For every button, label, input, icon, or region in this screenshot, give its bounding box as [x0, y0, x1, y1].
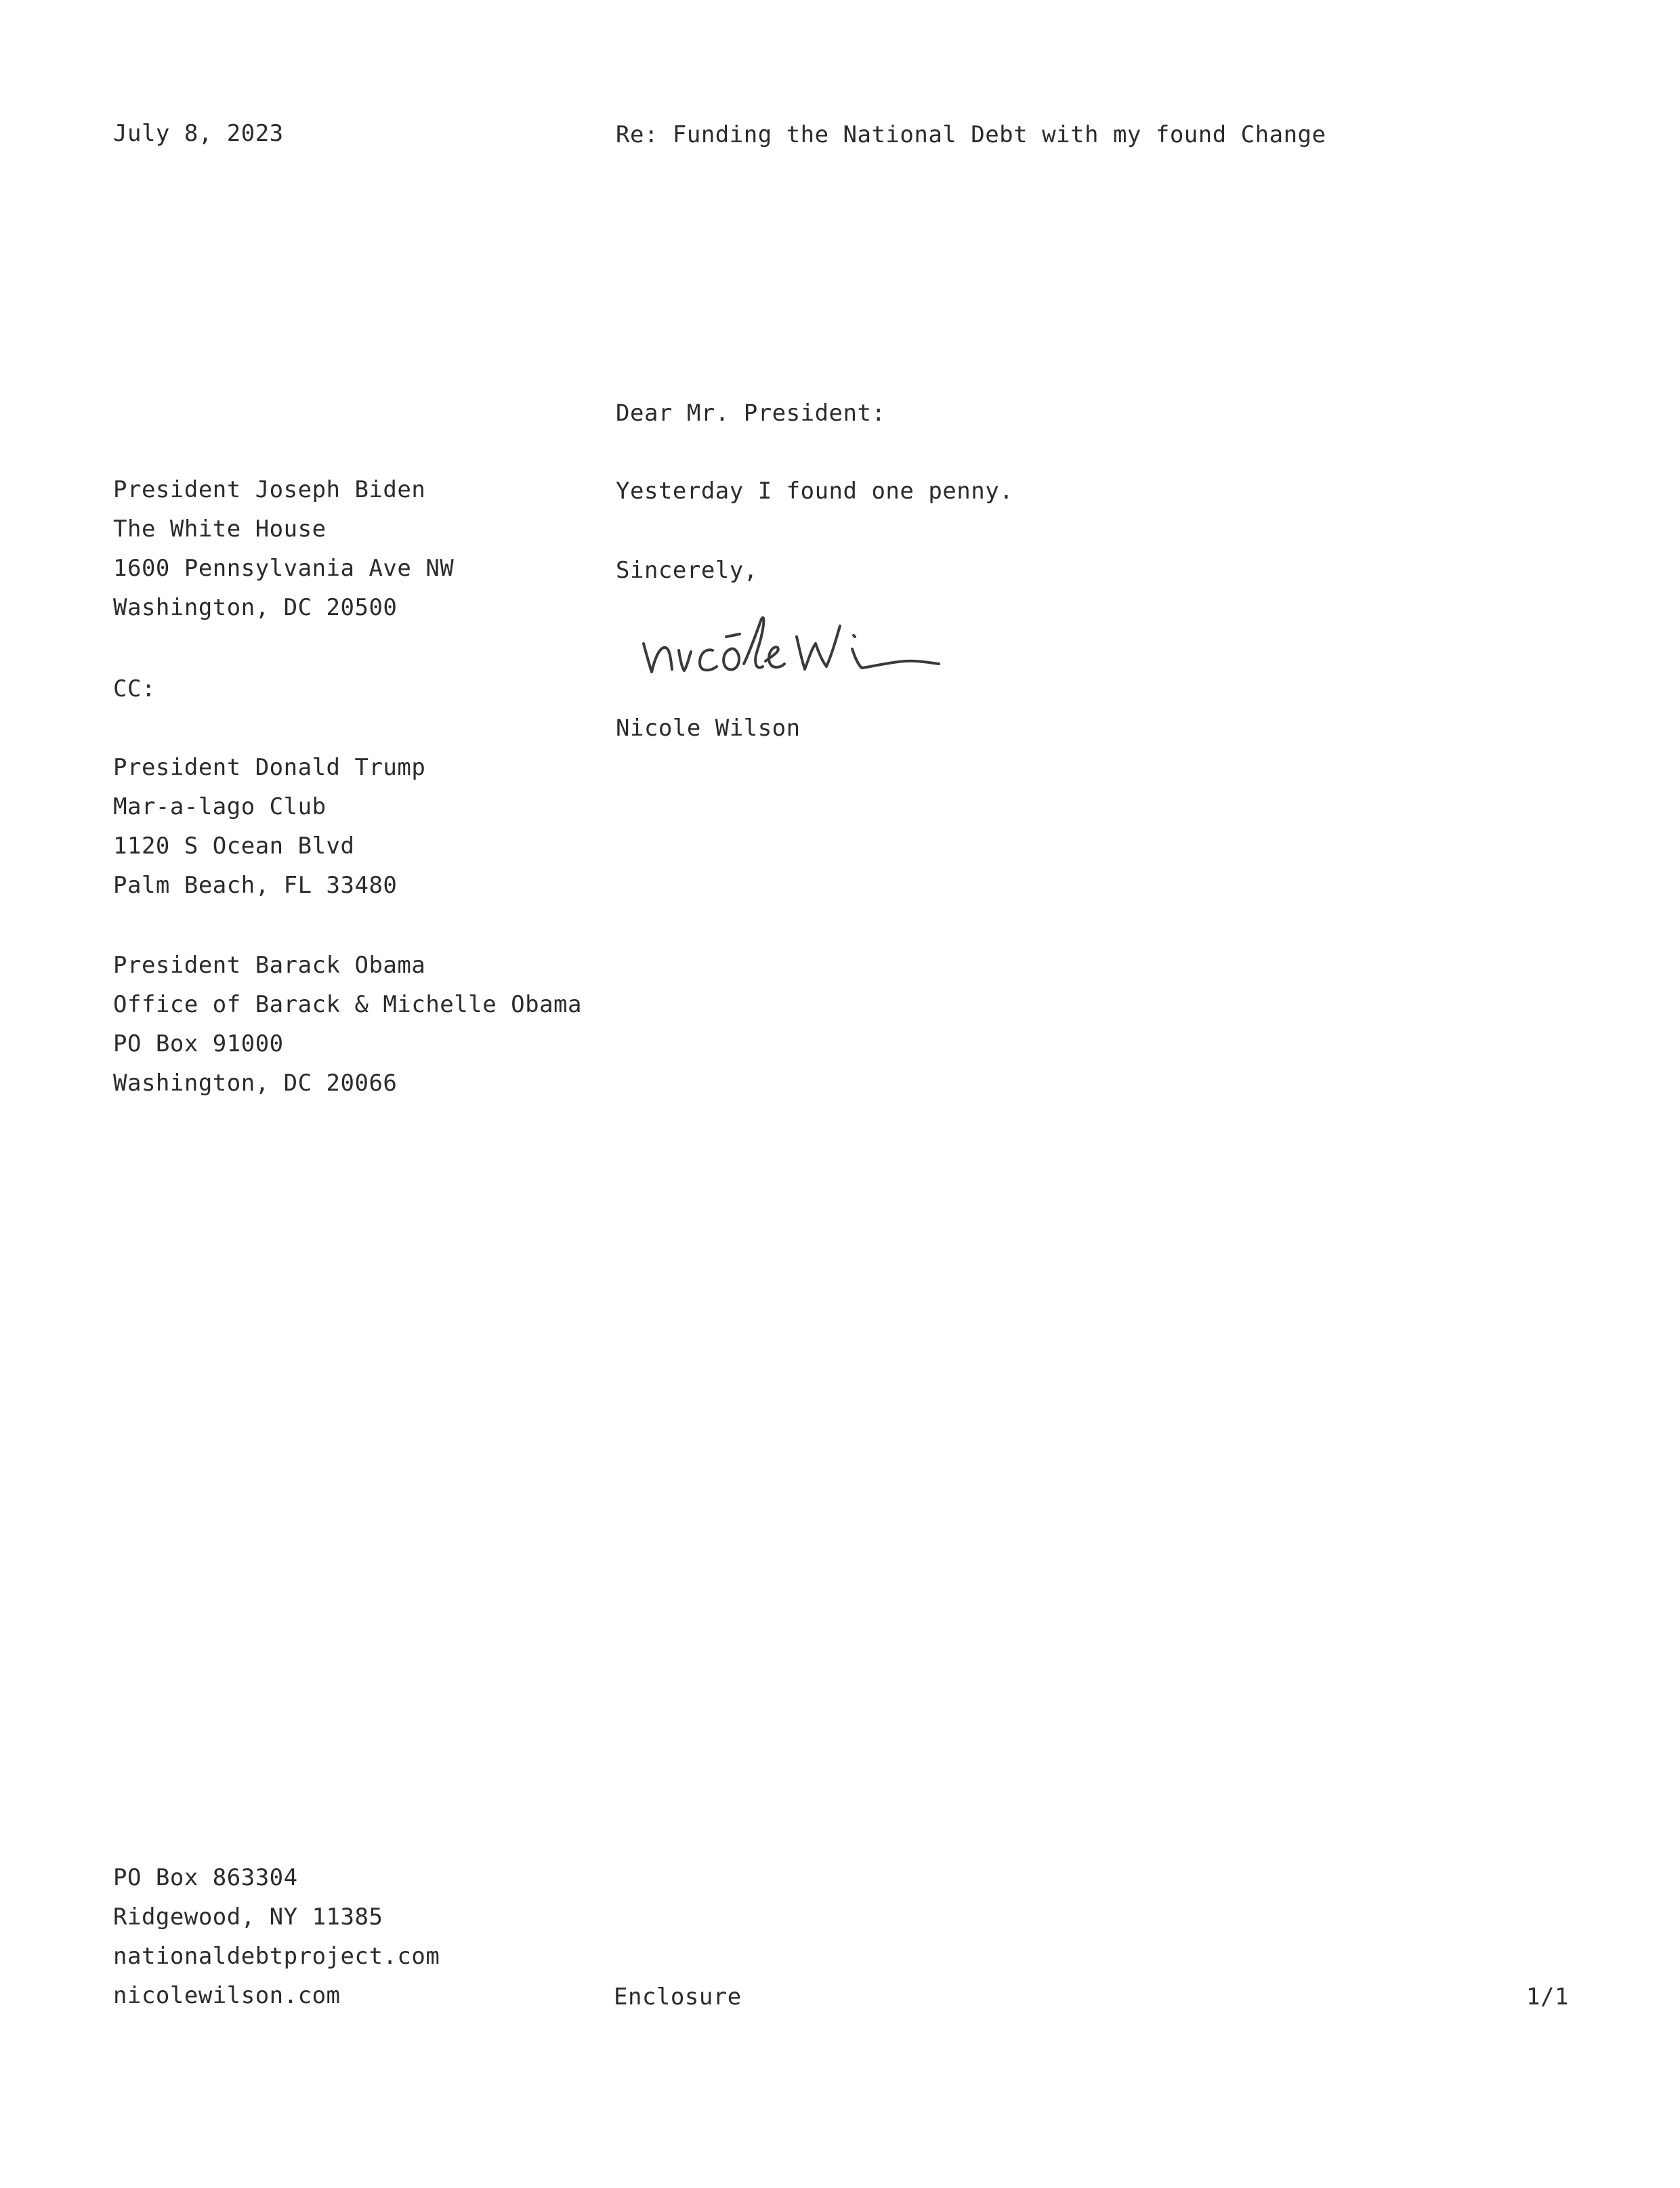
letter-date: July 8, 2023 — [113, 120, 284, 147]
cc-recipient-address — [113, 946, 582, 1103]
recipient-line: 1600 Pennsylvania Ave NW — [113, 555, 455, 582]
cc-recipient-line: Palm Beach, FL 33480 — [113, 872, 398, 899]
sender-line: Ridgewood, NY 11385 — [113, 1903, 383, 1931]
cc-recipient-line: President Donald Trump — [113, 754, 426, 781]
sender-line: nicolewilson.com — [113, 1982, 341, 2009]
letter-body: Yesterday I found one penny. — [616, 478, 1014, 505]
cc-recipient-line: PO Box 91000 — [113, 1030, 284, 1057]
letter-closing: Sincerely, — [616, 557, 758, 584]
sender-line: PO Box 863304 — [113, 1864, 298, 1891]
sender-address — [113, 1858, 440, 2015]
recipient-line: Washington, DC 20500 — [113, 594, 398, 621]
cc-recipient-line: President Barack Obama — [113, 952, 426, 979]
sender-line: nationaldebtproject.com — [113, 1943, 440, 1970]
cc-recipient-address — [113, 748, 425, 905]
cc-label: CC: — [113, 675, 156, 702]
enclosure-note: Enclosure — [614, 1983, 742, 2011]
handwritten-signature — [637, 596, 948, 698]
signer-name: Nicole Wilson — [616, 715, 801, 742]
letter-subject: Re: Funding the National Debt with my found Change — [616, 121, 1326, 148]
cc-recipient-line: 1120 S Ocean Blvd — [113, 833, 355, 860]
letter-salutation: Dear Mr. President: — [616, 400, 886, 427]
recipient-address — [113, 470, 454, 627]
recipient-line: President Joseph Biden — [113, 476, 426, 503]
cc-recipient-line: Mar-a-lago Club — [113, 793, 327, 820]
recipient-line: The White House — [113, 516, 327, 543]
page-number: 1/1 — [1526, 1983, 1569, 2011]
cc-recipient-line: Washington, DC 20066 — [113, 1070, 398, 1097]
cc-recipient-line: Office of Barack & Michelle Obama — [113, 991, 583, 1018]
